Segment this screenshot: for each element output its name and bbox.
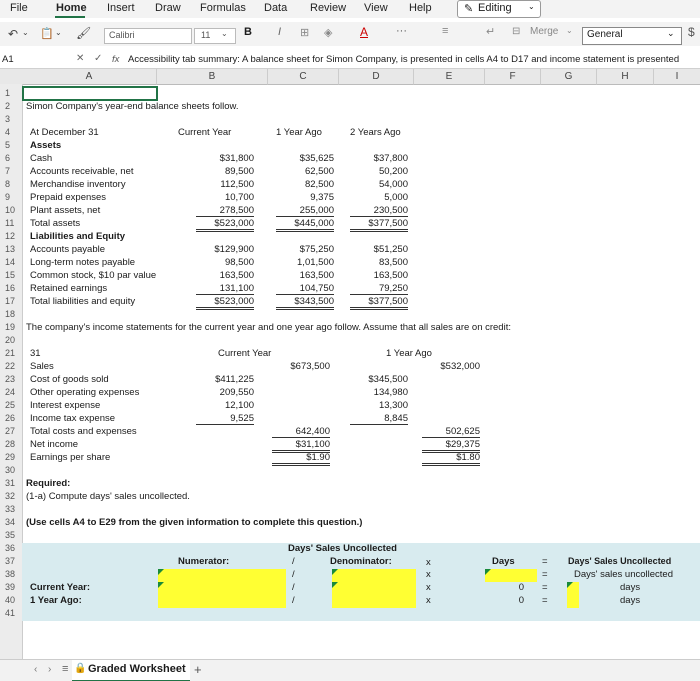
is-1yr[interactable]: $345,500 <box>368 374 408 385</box>
bs-2yr[interactable]: 5,000 <box>384 192 408 203</box>
pencil-icon: ✎ <box>464 3 474 15</box>
liab-2yr[interactable]: 79,250 <box>350 283 408 295</box>
row-header[interactable]: 33 <box>5 504 16 514</box>
liab-current[interactable]: 98,500 <box>224 257 254 268</box>
times: x <box>426 595 431 606</box>
liab-1yr[interactable]: $75,250 <box>299 244 334 255</box>
font-name-select[interactable] <box>104 28 192 44</box>
assets-label[interactable]: Assets <box>30 140 62 151</box>
liab-label[interactable]: Accounts payable <box>30 244 105 255</box>
times: x <box>426 569 431 580</box>
add-sheet-button[interactable]: + <box>194 662 202 677</box>
equals: = <box>542 595 548 606</box>
selected-cell-a1[interactable] <box>22 86 158 101</box>
row-header[interactable]: 40 <box>5 595 16 605</box>
row-header[interactable]: 23 <box>5 374 16 384</box>
numerator-header[interactable]: Numerator: <box>178 556 230 567</box>
row-header[interactable]: 25 <box>5 400 16 410</box>
currency-button[interactable]: $ <box>688 25 695 39</box>
bs-current[interactable]: 10,700 <box>224 192 254 203</box>
liab-1yr[interactable]: $343,500 <box>276 296 334 310</box>
row-header[interactable]: 37 <box>5 556 16 566</box>
row-header[interactable]: 3 <box>5 114 11 124</box>
menu-home[interactable]: Home <box>56 2 87 14</box>
bs-label[interactable]: Prepaid expenses <box>30 192 107 203</box>
required-part-a[interactable]: (1-a) Compute days' sales uncollected. <box>26 491 190 502</box>
function-icon[interactable]: fx <box>112 54 120 65</box>
wrap-text-icon[interactable]: ↵ <box>486 26 496 38</box>
row-header[interactable]: 29 <box>5 452 16 462</box>
is-current[interactable]: 12,100 <box>224 400 254 411</box>
required-label[interactable]: Required: <box>26 478 71 489</box>
is-header-label[interactable]: 31 <box>30 348 41 359</box>
editing-mode-button[interactable] <box>457 0 541 18</box>
font-name-value: Calibri <box>109 30 135 40</box>
bs-current[interactable]: $31,800 <box>219 153 254 164</box>
undo-dropdown-icon[interactable]: ⌄ <box>22 28 29 37</box>
is-1yr[interactable]: 134,980 <box>373 387 408 398</box>
sales-current[interactable]: $673,500 <box>290 361 330 372</box>
row-header[interactable]: 20 <box>5 335 16 345</box>
is-label[interactable]: Cost of goods sold <box>30 374 109 385</box>
row-header[interactable]: 2 <box>5 101 11 111</box>
bs-header-1yr[interactable]: 1 Year Ago <box>276 127 322 138</box>
column-header-d[interactable]: D <box>339 69 414 85</box>
align-icon[interactable]: ≡ <box>442 25 449 37</box>
bs-2yr[interactable]: 230,500 <box>350 205 408 217</box>
current-year-days[interactable]: 0 <box>518 582 524 593</box>
equals-header: = <box>542 556 548 567</box>
is-current[interactable]: 209,550 <box>219 387 254 398</box>
denominator-prior-input[interactable] <box>332 595 416 608</box>
scroll-right-icon[interactable]: › <box>48 664 52 675</box>
slash: / <box>292 582 295 593</box>
net-income-current[interactable]: $31,100 <box>272 439 330 453</box>
is-1yr[interactable]: 13,300 <box>378 400 408 411</box>
column-header-h[interactable]: H <box>597 69 654 85</box>
denominator-current-input[interactable] <box>332 582 416 595</box>
numerator-prior-input[interactable] <box>158 595 286 608</box>
sheet-tab-bar <box>0 659 700 681</box>
menu-bar <box>0 0 700 18</box>
bs-1yr[interactable]: 9,375 <box>310 192 334 203</box>
row-header[interactable]: 9 <box>5 192 11 202</box>
bs-current[interactable]: 89,500 <box>224 166 254 177</box>
row-header[interactable]: 8 <box>5 179 11 189</box>
liab-2yr[interactable]: $377,500 <box>350 296 408 310</box>
bs-1yr[interactable]: 82,500 <box>304 179 334 190</box>
bs-current[interactable]: $523,000 <box>196 218 254 232</box>
column-header-g[interactable]: G <box>541 69 597 85</box>
row-header[interactable]: 1 <box>5 88 11 98</box>
bs-2yr[interactable]: $37,800 <box>373 153 408 164</box>
liab-label[interactable]: Total liabilities and equity <box>30 296 136 307</box>
eps-current[interactable]: $1.90 <box>272 452 330 466</box>
row-header[interactable]: 10 <box>5 205 16 215</box>
total-costs-label[interactable]: Total costs and expenses <box>30 426 137 437</box>
liab-current[interactable]: $523,000 <box>196 296 254 310</box>
is-header-current[interactable]: Current Year <box>218 348 272 359</box>
clipboard-icon[interactable]: 📋 <box>40 28 54 40</box>
clipboard-dropdown-icon[interactable]: ⌄ <box>55 28 62 37</box>
column-header-i[interactable]: I <box>654 69 700 85</box>
font-color-icon[interactable]: A <box>360 25 369 39</box>
bold-button[interactable]: B <box>244 26 252 38</box>
row-header[interactable]: 24 <box>5 387 16 397</box>
dsu-title[interactable]: Days' Sales Uncollected <box>288 543 397 554</box>
chevron-down-icon: ⌄ <box>221 29 228 38</box>
row-header[interactable]: 26 <box>5 413 16 423</box>
column-header-b[interactable]: B <box>157 69 268 85</box>
dropdown-marker <box>567 582 573 588</box>
undo-icon[interactable]: ↶ <box>8 27 19 41</box>
row-header[interactable]: 14 <box>5 257 16 267</box>
one-year-ago-days[interactable]: 0 <box>518 595 524 606</box>
formula-content[interactable]: Accessibility tab summary: A balance sheet for Simon Company, is presented in cells A4 to D17 and income statement is presented <box>128 54 680 65</box>
liab-current[interactable]: 131,100 <box>196 283 254 295</box>
bs-2yr[interactable]: $377,500 <box>350 218 408 232</box>
instruction-note[interactable]: (Use cells A4 to E29 from the given information to complete this question.) <box>26 517 363 528</box>
menu-view[interactable]: View <box>364 2 388 14</box>
bs-current[interactable]: 112,500 <box>220 179 254 190</box>
liab-current[interactable]: 163,500 <box>219 270 254 281</box>
income-intro-text[interactable]: The company's income statements for the current year and one year ago follow. Assume that all sales are on credit: <box>26 322 511 333</box>
menu-insert[interactable]: Insert <box>107 2 135 14</box>
row-header[interactable]: 7 <box>5 166 11 176</box>
bs-label[interactable]: Plant assets, net <box>30 205 101 216</box>
bs-2yr[interactable]: 50,200 <box>378 166 408 177</box>
dsu-result-sub[interactable]: Days' sales uncollected <box>574 569 673 580</box>
row-header[interactable]: 36 <box>5 543 16 553</box>
equals: = <box>542 569 548 580</box>
sheet-list-icon[interactable]: ≡ <box>62 663 69 675</box>
font-size-select[interactable] <box>194 28 236 44</box>
one-year-ago-label[interactable]: 1 Year Ago: <box>30 595 82 606</box>
scroll-left-icon[interactable]: ‹ <box>34 664 38 675</box>
column-header-c[interactable]: C <box>268 69 339 85</box>
sales-label[interactable]: Sales <box>30 361 54 372</box>
bs-label[interactable]: Merchandise inventory <box>30 179 126 190</box>
slash: / <box>292 569 295 580</box>
merge-icon[interactable]: ⊟ <box>512 26 521 37</box>
bs-1yr[interactable]: 62,500 <box>304 166 334 177</box>
bs-label[interactable]: Cash <box>30 153 53 164</box>
menu-draw[interactable]: Draw <box>155 2 181 14</box>
row-header[interactable]: 30 <box>5 465 16 475</box>
row-header[interactable]: 13 <box>5 244 16 254</box>
more-options-button[interactable]: ··· <box>396 25 407 37</box>
bs-1yr[interactable]: $35,625 <box>299 153 334 164</box>
dsu-result-header[interactable]: Days' Sales Uncollected <box>568 556 672 566</box>
name-box[interactable]: A1 <box>2 54 14 65</box>
row-header[interactable]: 22 <box>5 361 16 371</box>
bs-2yr[interactable]: 54,000 <box>378 179 408 190</box>
net-income-1yr[interactable]: $29,375 <box>422 439 480 453</box>
select-all-corner[interactable] <box>0 69 23 85</box>
merge-dropdown-icon[interactable]: ⌄ <box>566 26 573 35</box>
bs-1yr[interactable]: 255,000 <box>276 205 334 217</box>
is-current[interactable]: $411,225 <box>215 374 254 385</box>
menu-file[interactable]: File <box>10 2 28 14</box>
numerator-current-input[interactable] <box>158 582 286 595</box>
bs-1yr[interactable]: $445,000 <box>276 218 334 232</box>
merge-label[interactable]: Merge <box>530 26 559 37</box>
row-header[interactable]: 39 <box>5 582 16 592</box>
row-header[interactable]: 31 <box>5 478 16 488</box>
dropdown-marker <box>158 569 164 575</box>
number-format-select[interactable] <box>582 27 682 45</box>
column-header-f[interactable]: F <box>485 69 541 85</box>
row-header[interactable]: 34 <box>5 517 16 527</box>
row-header[interactable]: 38 <box>5 569 16 579</box>
days-input[interactable] <box>485 569 537 582</box>
chevron-down-icon: ⌄ <box>528 2 535 11</box>
liab-2yr[interactable]: 83,500 <box>378 257 408 268</box>
row-header[interactable]: 27 <box>5 426 16 436</box>
italic-button[interactable]: I <box>278 26 282 38</box>
lock-icon: 🔒 <box>74 663 87 674</box>
row-header[interactable]: 11 <box>5 218 15 228</box>
row-header[interactable]: 28 <box>5 439 16 449</box>
sales-1yr[interactable]: $532,000 <box>440 361 480 372</box>
dropdown-marker <box>158 582 164 588</box>
bs-current[interactable]: 278,500 <box>196 205 254 217</box>
days-unit: days <box>620 582 641 593</box>
row-header[interactable]: 41 <box>5 608 16 618</box>
liabilities-label[interactable]: Liabilities and Equity <box>30 231 126 242</box>
liab-2yr[interactable]: 163,500 <box>373 270 408 281</box>
sheet-tab-graded-worksheet[interactable] <box>72 660 190 681</box>
days-unit: days <box>620 595 641 606</box>
total-costs-current[interactable]: 642,400 <box>272 426 330 438</box>
intro-text[interactable]: Simon Company's year-end balance sheets follow. <box>26 101 239 112</box>
eps-label[interactable]: Earnings per share <box>30 452 111 463</box>
row-header[interactable]: 17 <box>5 296 16 306</box>
menu-help[interactable]: Help <box>409 2 432 14</box>
menu-review[interactable]: Review <box>310 2 347 14</box>
current-year-label[interactable]: Current Year: <box>30 582 91 593</box>
row-header[interactable]: 19 <box>5 322 16 332</box>
is-header-1yr[interactable]: 1 Year Ago <box>386 348 432 359</box>
is-1yr[interactable]: 8,845 <box>350 413 408 425</box>
total-costs-1yr[interactable]: 502,625 <box>422 426 480 438</box>
sheet-tab-label: Graded Worksheet <box>88 663 186 675</box>
bs-header-date[interactable]: At December 31 <box>30 127 99 138</box>
is-label[interactable]: Other operating expenses <box>30 387 140 398</box>
formula-bar <box>0 52 700 69</box>
slash: / <box>292 595 295 606</box>
denominator-header[interactable]: Denominator: <box>330 556 392 567</box>
is-label[interactable]: Interest expense <box>30 400 101 411</box>
equals: = <box>542 582 548 593</box>
cancel-icon[interactable]: ✕ <box>76 53 85 64</box>
liab-1yr[interactable]: 163,500 <box>299 270 334 281</box>
row-header[interactable]: 12 <box>5 231 16 241</box>
column-header-a[interactable]: A <box>22 69 157 85</box>
row-header[interactable]: 6 <box>5 153 11 163</box>
format-painter-icon[interactable]: 🖌 <box>76 26 92 40</box>
row-header[interactable]: 32 <box>5 491 16 501</box>
liab-1yr[interactable]: 1,01,500 <box>297 257 334 268</box>
eps-1yr[interactable]: $1.80 <box>422 452 480 466</box>
days-header[interactable]: Days <box>492 556 515 567</box>
fill-color-icon[interactable]: ◈ <box>324 27 333 39</box>
row-header[interactable]: 16 <box>5 283 16 293</box>
row-header[interactable]: 4 <box>5 127 11 137</box>
editing-label: Editing <box>478 2 512 14</box>
number-format-value: General <box>587 29 623 40</box>
liab-label[interactable]: Retained earnings <box>30 283 108 294</box>
bs-label[interactable]: Total assets <box>30 218 81 229</box>
liab-current[interactable]: $129,900 <box>214 244 254 255</box>
dropdown-marker <box>332 582 338 588</box>
row-header[interactable]: 21 <box>5 348 16 358</box>
bs-header-2yr[interactable]: 2 Years Ago <box>350 127 401 138</box>
slash-header: / <box>292 556 295 567</box>
net-income-label[interactable]: Net income <box>30 439 79 450</box>
row-header[interactable]: 5 <box>5 140 11 150</box>
font-size-value: 11 <box>201 30 211 40</box>
dropdown-marker <box>485 569 491 575</box>
active-tab-indicator <box>55 16 85 18</box>
bs-header-current[interactable]: Current Year <box>178 127 232 138</box>
is-current[interactable]: 9,525 <box>196 413 254 425</box>
borders-icon[interactable]: ⊞ <box>300 27 310 39</box>
row-header[interactable]: 35 <box>5 530 16 540</box>
liab-label[interactable]: Long-term notes payable <box>30 257 136 268</box>
times-header: x <box>426 557 431 568</box>
is-label[interactable]: Income tax expense <box>30 413 116 424</box>
row-header[interactable]: 18 <box>5 309 16 319</box>
row-header[interactable]: 15 <box>5 270 16 280</box>
bs-label[interactable]: Accounts receivable, net <box>30 166 134 177</box>
liab-1yr[interactable]: 104,750 <box>276 283 334 295</box>
column-header-e[interactable]: E <box>414 69 485 85</box>
liab-label[interactable]: Common stock, $10 par value <box>30 270 157 281</box>
liab-2yr[interactable]: $51,250 <box>373 244 408 255</box>
confirm-icon[interactable]: ✓ <box>94 53 103 64</box>
dropdown-marker <box>332 569 338 575</box>
chevron-down-icon: ⌄ <box>667 28 675 38</box>
menu-formulas[interactable]: Formulas <box>200 2 246 14</box>
menu-data[interactable]: Data <box>264 2 288 14</box>
times: x <box>426 582 431 593</box>
